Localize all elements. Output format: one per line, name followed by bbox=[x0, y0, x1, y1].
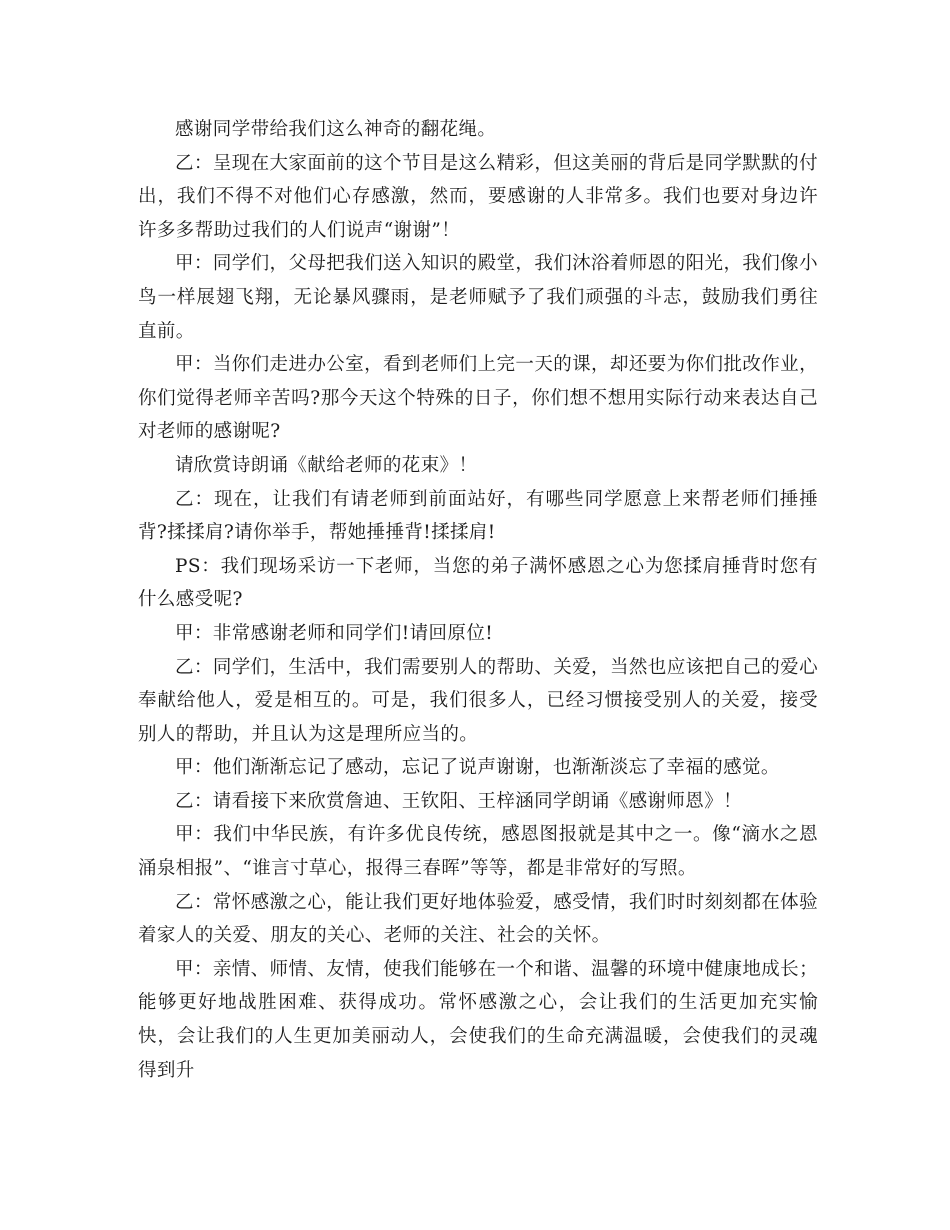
paragraph: 甲：我们中华民族，有许多优良传统，感恩图报就是其中之一。像“滴水之恩涌泉相报”、“谁言寸草心，报得三春晖”等等，都是非常好的写照。 bbox=[138, 824, 818, 880]
paragraph: 甲：非常感谢老师和同学们!请回原位! bbox=[175, 622, 494, 644]
paragraph: 乙：常怀感激之心，能让我们更好地体验爱，感受情，我们时时刻刻都在体验着家人的关爱、朋友的关心、老师的关注、社会的关怀。 bbox=[138, 891, 818, 947]
paragraph: 乙：同学们，生活中，我们需要别人的帮助、关爱，当然也应该把自己的爱心奉献给他人，爱是相互的。可是，我们很多人，已经习惯接受别人的关爱，接受别人的帮助，并且认为这是理所应当的。 bbox=[138, 656, 818, 745]
paragraph: 甲：他们渐渐忘记了感动，忘记了说声谢谢，也渐渐淡忘了幸福的感觉。 bbox=[175, 757, 780, 779]
paragraph: 甲：当你们走进办公室，看到老师们上完一天的课，却还要为你们批改作业，你们觉得老师辛苦吗?那今天这个特殊的日子，你们想不想用实际行动来表达自己对老师的感谢呢? bbox=[138, 354, 818, 443]
document-body bbox=[138, 113, 818, 1087]
paragraph: PS：我们现场采访一下老师，当您的弟子满怀感恩之心为您揉肩捶背时您有什么感受呢? bbox=[138, 555, 818, 611]
paragraph: 甲：同学们，父母把我们送入知识的殿堂，我们沐浴着师恩的阳光，我们像小鸟一样展翅飞翔，无论暴风骤雨，是老师赋予了我们顽强的斗志，鼓励我们勇往直前。 bbox=[138, 253, 818, 342]
paragraph: 乙：请看接下来欣赏詹迪、王钦阳、王梓涵同学朗诵《感谢师恩》！ bbox=[175, 790, 743, 812]
paragraph: 感谢同学带给我们这么神奇的翻花绳。 bbox=[175, 119, 497, 140]
paragraph: 乙：呈现在大家面前的这个节目是这么精彩，但这美丽的背后是同学默默的付出，我们不得不对他们心存感激，然而，要感谢的人非常多。我们也要对身边许许多多帮助过我们的人们说声“谢谢”！ bbox=[138, 152, 818, 241]
paragraph: 请欣赏诗朗诵《献给老师的花束》！ bbox=[175, 454, 478, 476]
paragraph: 甲：亲情、师情、友情，使我们能够在一个和谐、温馨的环境中健康地成长；能够更好地战胜困难、获得成功。常怀感激之心，会让我们的生活更加充实愉快，会让我们的人生更加美丽动人，会使我们的生命充满温暖，会使我们的灵魂得到升 bbox=[138, 958, 818, 1081]
paragraph: 乙：现在，让我们有请老师到前面站好，有哪些同学愿意上来帮老师们捶捶背?揉揉肩?请你举手，帮她捶捶背!揉揉肩! bbox=[138, 488, 818, 544]
